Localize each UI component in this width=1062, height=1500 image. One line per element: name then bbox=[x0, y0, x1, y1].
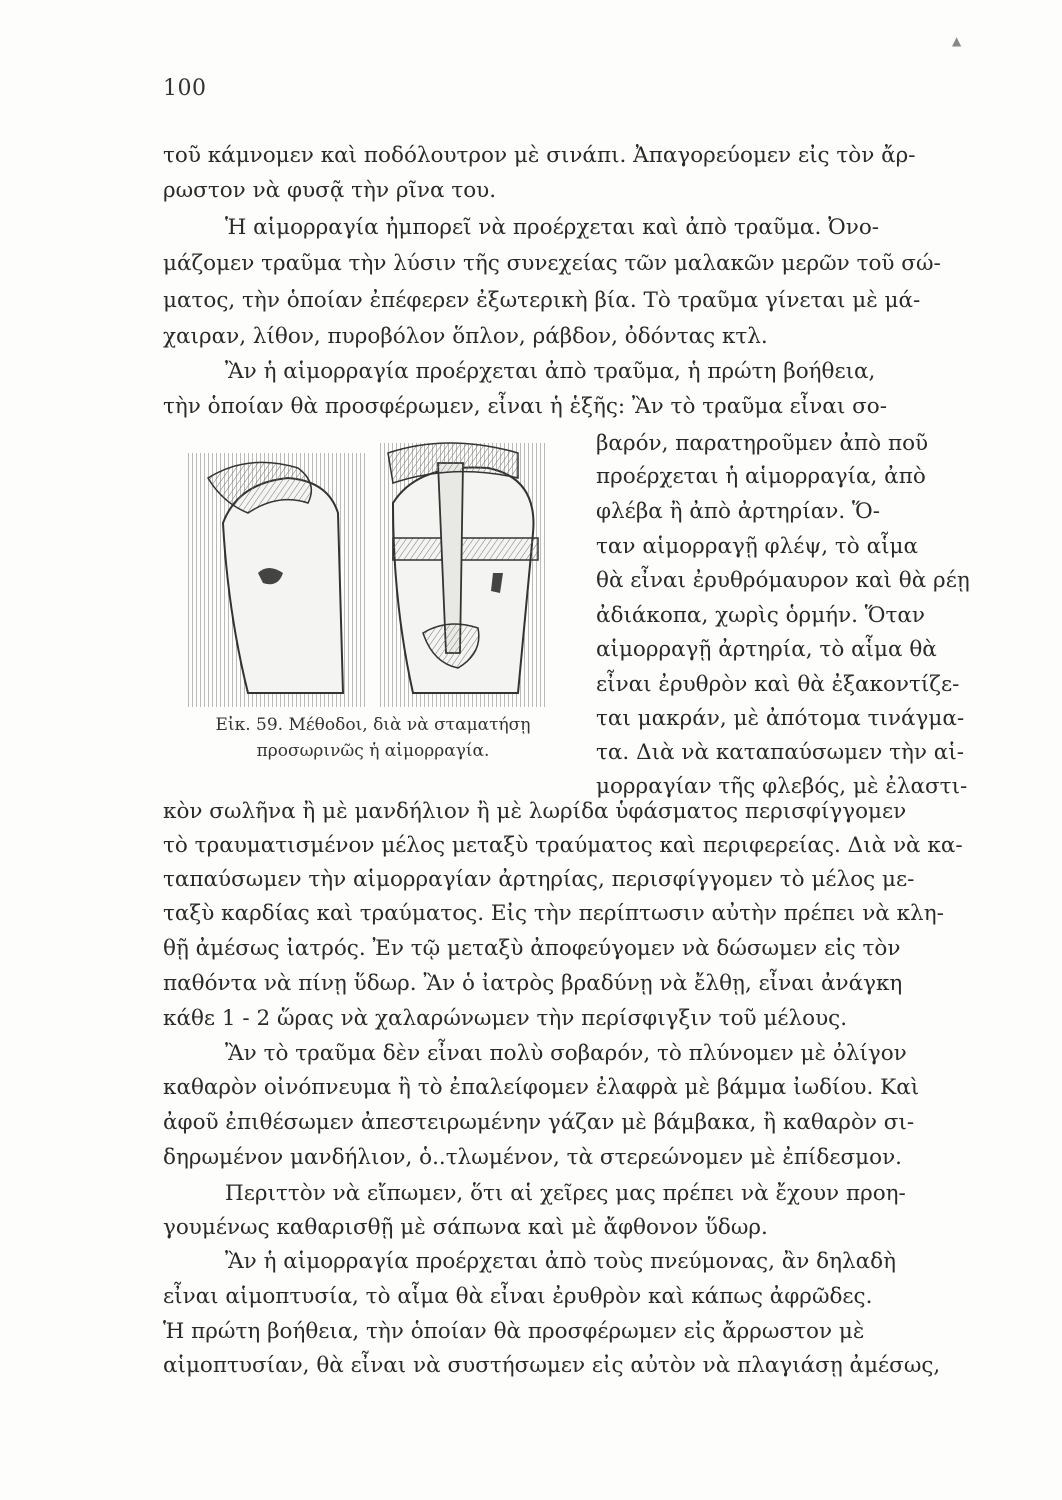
text-line: ταν αἱμορραγῇ φλέψ, τὸ αἷμα bbox=[596, 534, 919, 559]
text-line: τα. Διὰ νὰ καταπαύσωμεν τὴν αἱ- bbox=[596, 740, 965, 765]
text-line: βαρόν, παρατηροῦμεν ἀπὸ ποῦ bbox=[596, 431, 929, 456]
text-line: Ἂν ἡ αἱμορραγία προέρχεται ἀπὸ τραῦμα, ἡ πρώτη βοήθεια, bbox=[225, 359, 876, 384]
text-line: προέρχεται ἡ αἱμορραγία, ἀπὸ bbox=[596, 464, 926, 489]
text-line: χαιραν, λίθον, πυροβόλον ὅπλον, ράβδον, ὀδόντας κτλ. bbox=[163, 324, 768, 349]
text-line: Ἂν ἡ αἱμορραγία προέρχεται ἀπὸ τοὺς πνεύμονας, ἂν δηλαδὴ bbox=[225, 1249, 896, 1274]
text-line: ἀδιάκοπα, χωρὶς ὁρμήν. Ὅταν bbox=[596, 603, 925, 628]
text-line: μορραγίαν τῆς φλεβός, μὲ ἐλαστι- bbox=[596, 774, 968, 799]
text-line: Ἡ αἱμορραγία ἠμπορεῖ νὰ προέρχεται καὶ ἀπὸ τραῦμα. Ὀνο- bbox=[225, 215, 880, 240]
text-line: θῇ ἀμέσως ἰατρός. Ἐν τῷ μεταξὺ ἀποφεύγομεν νὰ δώσωμεν εἰς τὸν bbox=[163, 936, 901, 961]
text-line: τὴν ὁποίαν θὰ προσφέρωμεν, εἶναι ἡ ἑξῆς: Ἂν τὸ τραῦμα εἶναι σο- bbox=[163, 394, 887, 419]
text-line: κάθε 1 - 2 ὥρας νὰ χαλαρώνωμεν τὴν περίσφιγξιν τοῦ μέλους. bbox=[163, 1006, 848, 1031]
caption-line-2: προσωρινῶς ἡ αἱμορραγία. bbox=[256, 741, 490, 761]
text-line: τοῦ κάμνομεν καὶ ποδόλουτρον μὲ σινάπι. Ἀπαγορεύομεν εἰς τὸν ἄρ- bbox=[163, 143, 916, 168]
text-line: γουμένως καθαρισθῇ μὲ σάπωνα καὶ μὲ ἄφθονον ὕδωρ. bbox=[163, 1215, 768, 1240]
text-line: μάζομεν τραῦμα τὴν λύσιν τῆς συνεχείας τῶν μαλακῶν μερῶν τοῦ σώ- bbox=[163, 251, 941, 276]
text-line: Ἡ πρώτη βοήθεια, τὴν ὁποίαν θὰ προσφέρωμεν εἰς ἄρρωστον μὲ bbox=[163, 1319, 865, 1344]
text-line: φλέβα ἢ ἀπὸ ἀρτηρίαν. Ὅ- bbox=[596, 499, 880, 524]
text-line: εἶναι αἱμοπτυσία, τὸ αἷμα θὰ εἶναι ἐρυθρὸν καὶ κάπως ἀφρῶδες. bbox=[163, 1284, 873, 1309]
text-line: ταξὺ καρδίας καὶ τραύματος. Εἰς τὴν περίπτωσιν αὐτὴν πρέπει νὰ κλη- bbox=[163, 901, 944, 926]
text-line: δηρωμένον μανδήλιον, ὁ..τλωμένον, τὰ στερεώνομεν μὲ ἐπίδεσμον. bbox=[163, 1145, 902, 1170]
text-line: Ἂν τὸ τραῦμα δὲν εἶναι πολὺ σοβαρόν, τὸ πλύνομεν μὲ ὀλίγον bbox=[225, 1041, 907, 1066]
caption-line-1: Εἰκ. 59. Μέθοδοι, διὰ νὰ σταματήσῃ bbox=[215, 715, 531, 735]
page-number: 100 bbox=[163, 76, 207, 101]
text-line: Περιττὸν νὰ εἴπωμεν, ὅτι αἱ χεῖρες μας πρέπει νὰ ἔχουν προη- bbox=[225, 1181, 906, 1206]
text-line: κὸν σωλῆνα ἢ μὲ μανδήλιον ἢ μὲ λωρίδα ὑφάσματος περισφίγγομεν bbox=[163, 799, 907, 824]
text-line: ματος, τὴν ὁποίαν ἐπέφερεν ἐξωτερικὴ βία. Τὸ τραῦμα γίνεται μὲ μά- bbox=[163, 288, 921, 313]
figure-caption bbox=[163, 712, 583, 764]
text-line: ρωστον νὰ φυσᾷ τὴν ρῖνα του. bbox=[163, 178, 497, 203]
text-line: καθαρὸν οἰνόπνευμα ἢ τὸ ἐπαλείφομεν ἐλαφρὰ μὲ βάμμα ἰωδίου. Καὶ bbox=[163, 1075, 920, 1100]
corner-mark: ▲ bbox=[952, 34, 962, 48]
text-line: αἱμοπτυσίαν, θὰ εἶναι νὰ συστήσωμεν εἰς αὐτὸν νὰ πλαγιάσῃ ἀμέσως, bbox=[163, 1353, 941, 1378]
figure-tourniquet-illustration bbox=[188, 423, 576, 707]
text-line: θὰ εἶναι ἐρυθρόμαυρον καὶ θὰ ρέῃ bbox=[596, 568, 970, 593]
tourniquet-band bbox=[393, 538, 538, 560]
text-line: αἱμορραγῇ ἀρτηρία, τὸ αἷμα θὰ bbox=[596, 637, 937, 662]
text-line: ται μακράν, μὲ ἀπότομα τινάγμα- bbox=[596, 706, 965, 731]
text-line: τὸ τραυματισμένον μέλος μεταξὺ τραύματος καὶ περιφερείας. Διὰ νὰ κα- bbox=[163, 833, 963, 858]
text-line: εἶναι ἐρυθρὸν καὶ θὰ ἐξακοντίζε- bbox=[596, 672, 960, 697]
text-line: ἀφοῦ ἐπιθέσωμεν ἀπεστειρωμένην γάζαν μὲ βάμβακα, ἢ καθαρὸν σι- bbox=[163, 1110, 915, 1135]
text-line: παθόντα νὰ πίνῃ ὕδωρ. Ἂν ὁ ἰατρὸς βραδύνῃ νὰ ἔλθῃ, εἶναι ἀνάγκη bbox=[163, 971, 903, 996]
text-line: ταπαύσωμεν τὴν αἱμορραγίαν ἀρτηρίας, περισφίγγομεν τὸ μέλος με- bbox=[163, 867, 915, 892]
